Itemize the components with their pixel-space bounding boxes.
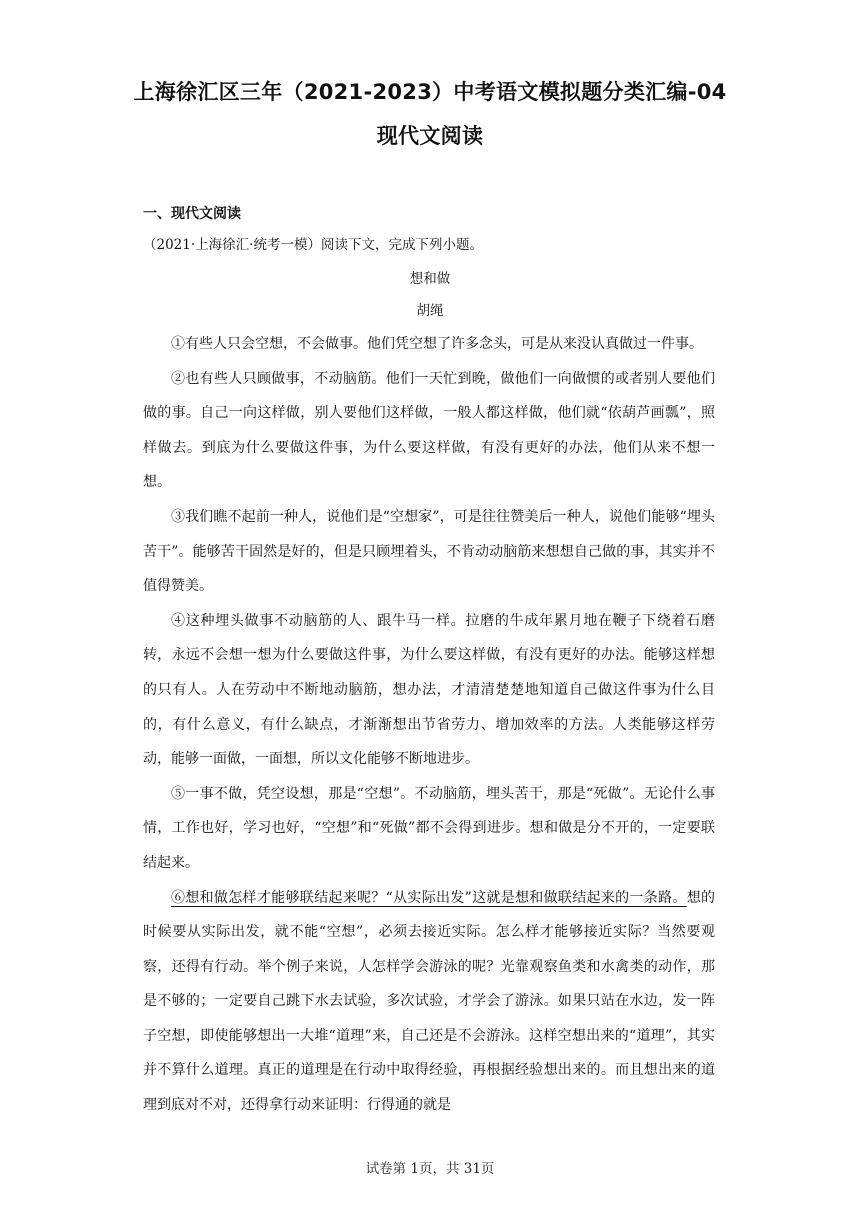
passage-author: 胡绳 [416,303,444,319]
passage-title: 想和做 [409,271,451,287]
source-line: （2021·上海徐汇·统考一模）阅读下文，完成下列小题。 [143,237,483,253]
paragraph-1: ①有些人只会空想，不会做事。他们凭空想了许多念头，可是从来没认真做过一件事。 [171,336,703,352]
page-footer: 试卷第 1页，共 31页 [365,1161,495,1177]
paragraph-6-text: 想的时候要从实际出发，就不能“空想”，必须去接近实际。怎么样才能够接近实际？当然要观察，还得有行动。举个例子来说，人怎样学会游泳的呢？光靠观察鱼类和水禽类的动作，那是不够的；一定要自己跳下水去试验，多次试验，才学会了游泳。如果只站在水边，发一阵子空想，即使能够想出一大堆“道理”来，自己还是不会游泳。这样空想出来的“道理”，其实并不算什么道理。真正的道理是在行动中取得经验，再根据经验想出来的。而且想出来的道理到底对不对，还得拿行动来证明：行得通的就是 [143,889,716,1114]
paragraph-4: ④这种埋头做事不动脑筋的人、跟牛马一样。拉磨的牛成年累月地在鞭子下绕着石磨转，永远不会想一想为什么要做这件事，为什么要这样做，有没有更好的办法。能够这样想的只有人。人在劳动中不断地动脑筋，想办法，才清清楚楚地知道自己做这件事为什么目的，有什么意义，有什么缺点，才渐渐想出节省劳力、增加效率的方法。人类能够这样劳动，能够一面做，一面想，所以文化能够不断地进步。 [143,612,715,768]
paragraph-2: ②也有些人只顾做事，不动脑筋。他们一天忙到晚，做他们一向做惯的或者别人要他们做的事。自己一向这样做，别人要他们这样做，一般人都这样做，他们就“依葫芦画瓢”，照样做去。到底为什么要做这件事，为什么要这样做，有没有更好的办法，他们从来不想一想。 [143,370,715,491]
paragraph-3: ③我们瞧不起前一种人，说他们是“空想家”，可是往往赞美后一种人，说他们能够“埋头苦干”。能够苦干固然是好的，但是只顾埋着头，不肯动动脑筋来想想自己做的事，其实并不值得赞美。 [143,508,715,595]
paragraph-6 [143,881,715,1123]
document-title-line-1: 上海徐汇区三年（2021-2023）中考语文模拟题分类汇编-04 [133,80,727,104]
paragraph-6-underlined-sentence: ⑥想和做怎样才能够联结起来呢？“从实际出发”这就是想和做联结起来的一条路。 [171,889,687,906]
section-heading: 一、现代文阅读 [143,206,241,222]
document-title-line-2: 现代文阅读 [376,124,484,148]
paragraph-5: ⑤一事不做，凭空设想，那是“空想”。不动脑筋，埋头苦干，那是“死做”。无论什么事情，工作也好，学习也好，“空想”和“死做”都不会得到进步。想和做是分不开的，一定要联结起来。 [143,785,715,871]
passage-body [143,327,715,1123]
